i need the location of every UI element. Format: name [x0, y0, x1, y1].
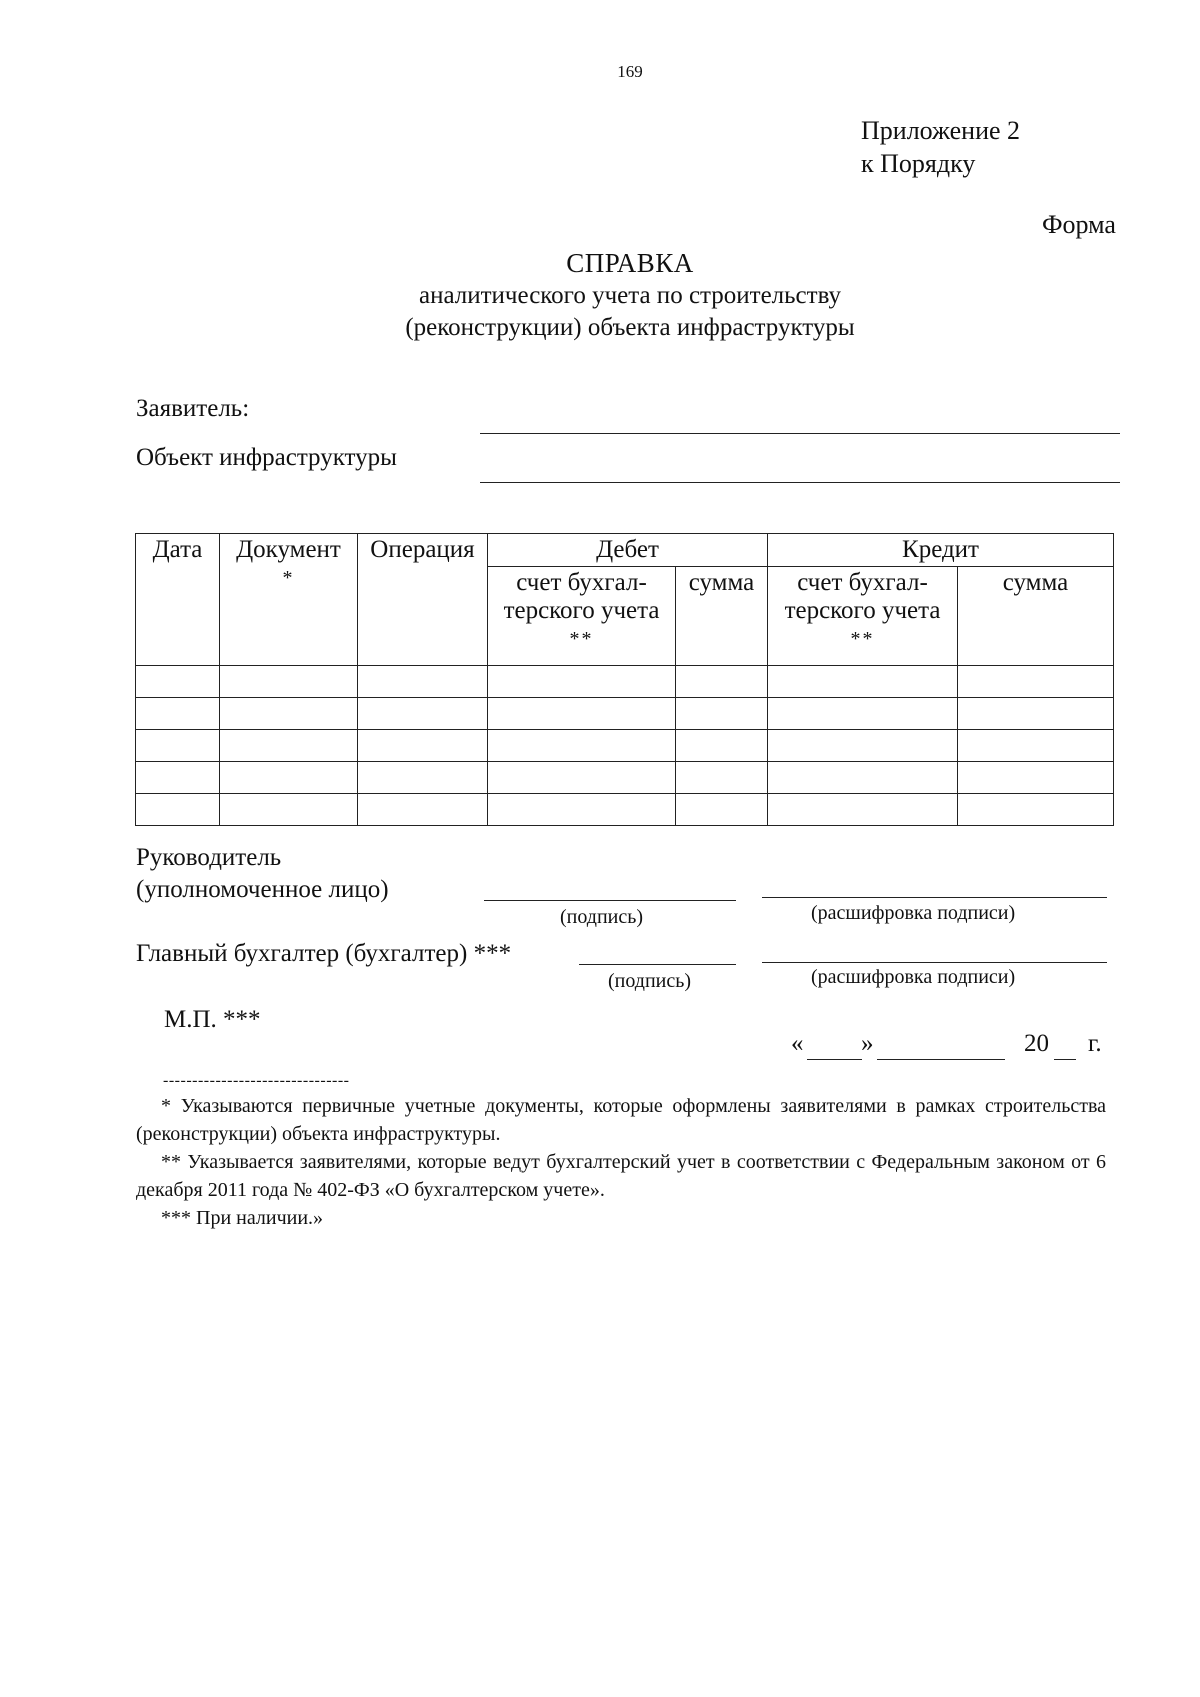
table-cell[interactable] — [220, 698, 358, 730]
date-year-prefix: 20 — [1024, 1030, 1049, 1057]
head-decryption-caption: (расшифровка подписи) — [811, 902, 1016, 924]
table-cell[interactable] — [958, 730, 1114, 762]
header-date: Дата — [136, 534, 220, 666]
table-cell[interactable] — [358, 698, 488, 730]
date-year-field[interactable] — [1054, 1059, 1076, 1060]
table-cell[interactable] — [958, 762, 1114, 794]
debit-account-footnote-mark: ** — [569, 628, 594, 650]
page-number: 169 — [617, 62, 643, 81]
table-cell[interactable] — [768, 794, 958, 826]
credit-account-footnote-mark: ** — [850, 628, 875, 650]
header-credit-account: счет бухгал- терского учета ** — [768, 567, 958, 666]
appendix-line-1: Приложение 2 — [861, 116, 1021, 145]
header-operation: Операция — [358, 534, 488, 666]
table-cell[interactable] — [488, 730, 676, 762]
header-credit: Кредит — [768, 534, 1114, 567]
table-row — [136, 666, 1114, 698]
table-cell[interactable] — [220, 794, 358, 826]
footnote-1: * Указываются первичные учетные документы, которые оформлены заявителями в рамках строительства (реконструкции) объекта инфраструктуры. — [136, 1095, 1106, 1145]
object-label: Объект инфраструктуры — [136, 444, 397, 471]
table-cell[interactable] — [676, 698, 768, 730]
applicant-label: Заявитель: — [136, 395, 250, 422]
table-cell[interactable] — [488, 698, 676, 730]
table-cell[interactable] — [676, 762, 768, 794]
header-debit-amount: сумма — [676, 567, 768, 666]
table-cell[interactable] — [136, 666, 220, 698]
table-cell[interactable] — [676, 794, 768, 826]
table-cell[interactable] — [358, 730, 488, 762]
head-label — [136, 842, 389, 906]
accounting-table — [135, 533, 1114, 826]
chief-accountant-label: Главный бухгалтер (бухгалтер) *** — [136, 940, 512, 967]
header-credit-amount: сумма — [958, 567, 1114, 666]
chief-decryption-field[interactable] — [762, 962, 1107, 963]
table-cell[interactable] — [488, 762, 676, 794]
title-main: СПРАВКА — [566, 248, 694, 278]
table-cell[interactable] — [220, 730, 358, 762]
table-cell[interactable] — [136, 794, 220, 826]
header-debit-account: счет бухгал- терского учета ** — [488, 567, 676, 666]
table-cell[interactable] — [358, 794, 488, 826]
table-cell[interactable] — [220, 666, 358, 698]
chief-decryption-caption: (расшифровка подписи) — [811, 966, 1016, 988]
appendix-line-2: к Порядку — [861, 149, 976, 178]
date-month-field[interactable] — [877, 1059, 1005, 1060]
table-cell[interactable] — [958, 698, 1114, 730]
applicant-field[interactable] — [480, 433, 1120, 434]
table-cell[interactable] — [220, 762, 358, 794]
table-body — [136, 666, 1114, 826]
head-decryption-field[interactable] — [762, 897, 1107, 898]
appendix-reference — [861, 114, 1020, 180]
table-cell[interactable] — [958, 666, 1114, 698]
chief-signature-field[interactable] — [579, 964, 736, 965]
footnote-separator: -------------------------------- — [163, 1072, 350, 1089]
footnotes — [136, 1092, 1106, 1232]
document-title — [320, 246, 940, 344]
table-cell[interactable] — [136, 730, 220, 762]
header-debit: Дебет — [488, 534, 768, 567]
table-row — [136, 730, 1114, 762]
table-row — [136, 762, 1114, 794]
table-cell[interactable] — [768, 730, 958, 762]
head-label-line-2: (уполномоченное лицо) — [136, 876, 389, 903]
object-field[interactable] — [480, 482, 1120, 483]
table-row — [136, 794, 1114, 826]
table-cell[interactable] — [358, 666, 488, 698]
title-sub-1: аналитического учета по строительству — [418, 282, 842, 309]
header-document: Документ * — [220, 534, 358, 666]
table-cell[interactable] — [676, 730, 768, 762]
table-cell[interactable] — [768, 698, 958, 730]
footnote-2: ** Указывается заявителями, которые ведут бухгалтерский учет в соответствии с Федеральным законом от 6 декабря 2011 года № 402-ФЗ «О бухгалтерском учете». — [136, 1151, 1106, 1201]
footnote-3: *** При наличии.» — [161, 1207, 324, 1229]
table-row — [136, 698, 1114, 730]
table-cell[interactable] — [488, 794, 676, 826]
table-cell[interactable] — [768, 762, 958, 794]
chief-signature-caption: (подпись) — [608, 970, 692, 992]
head-signature-field[interactable] — [484, 900, 736, 901]
table-cell[interactable] — [676, 666, 768, 698]
date-day-field[interactable] — [807, 1059, 862, 1060]
table-cell[interactable] — [488, 666, 676, 698]
date-open-quote: « — [791, 1030, 804, 1057]
stamp-place: М.П. *** — [164, 1006, 261, 1033]
table-cell[interactable] — [136, 698, 220, 730]
date-close-quote: » — [861, 1030, 874, 1057]
date-year-suffix: г. — [1088, 1030, 1102, 1057]
table-cell[interactable] — [358, 762, 488, 794]
form-label: Форма — [1042, 210, 1116, 239]
document-footnote-mark: * — [282, 567, 295, 589]
head-label-line-1: Руководитель — [136, 844, 282, 871]
table-cell[interactable] — [768, 666, 958, 698]
title-sub-2: (реконструкции) объекта инфраструктуры — [405, 314, 855, 341]
table-cell[interactable] — [958, 794, 1114, 826]
table-cell[interactable] — [136, 762, 220, 794]
head-signature-caption: (подпись) — [560, 906, 644, 928]
